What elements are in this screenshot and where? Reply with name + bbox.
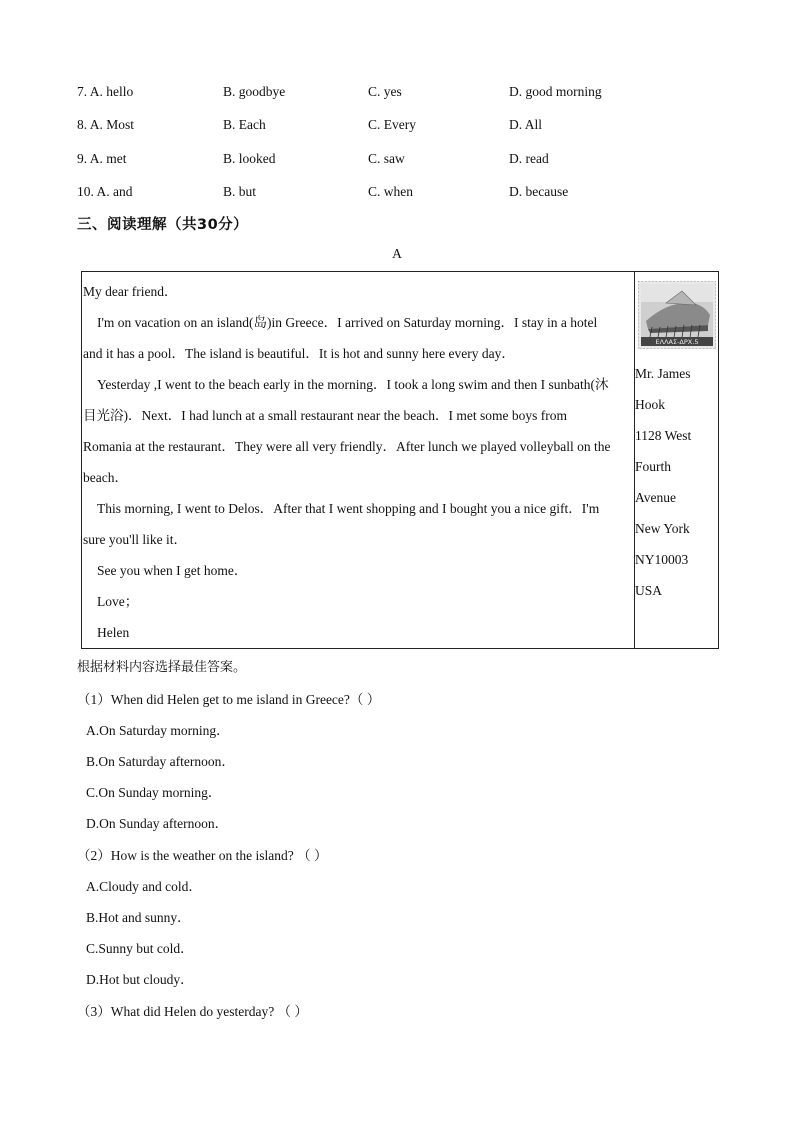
postcard xyxy=(81,271,719,649)
address-line: Mr. James xyxy=(635,366,691,381)
address-line: 1128 West xyxy=(635,428,692,443)
option-d: D. read xyxy=(509,151,549,166)
greek-stamp-icon xyxy=(638,281,716,349)
option-d: D. good morning xyxy=(509,84,602,99)
letter-closing: See you when I get home． xyxy=(97,563,248,578)
question-2-option-d: D.Hot but cloudy． xyxy=(86,972,194,987)
option-a: 7. A. hello xyxy=(77,84,134,99)
option-c: C. saw xyxy=(368,151,405,166)
option-b: B. looked xyxy=(223,151,276,166)
passage-label: A xyxy=(392,246,402,261)
question-3: （3）What did Helen do yesterday? （ ） xyxy=(77,1004,308,1019)
letter-body xyxy=(83,276,632,648)
letter-line: I'm on vacation on an island(岛)in Greece．I arrived on Saturday morning．I stay in a hotel xyxy=(97,315,598,330)
letter-line: 目光浴)．Next．I had lunch at a small restaurant near the beach．I met some boys from xyxy=(83,408,567,423)
option-c: C. Every xyxy=(368,117,416,132)
address-line: USA xyxy=(635,583,663,598)
address-line: Avenue xyxy=(635,490,676,505)
letter-line: and it has a pool．The island is beautiful．It is hot and sunny here every day． xyxy=(83,346,515,361)
option-a: 9. A. met xyxy=(77,151,127,166)
letter-greeting: My dear friend． xyxy=(83,284,178,299)
letter-line: This morning, I went to Delos．After that I went shopping and I bought you a nice gift．I'm xyxy=(97,501,600,516)
address-line: New York xyxy=(635,521,690,536)
option-d: D. because xyxy=(509,184,569,199)
question-1: （1）When did Helen get to me island in Greece?（ ） xyxy=(77,692,381,707)
question-1-option-b: B.On Saturday afternoon． xyxy=(86,754,235,769)
question-1-option-a: A.On Saturday morning． xyxy=(86,723,230,738)
question-2-option-b: B.Hot and sunny． xyxy=(86,910,191,925)
option-c: C. yes xyxy=(368,84,402,99)
letter-line: Romania at the restaurant．They were all very friendly．After lunch we played volleyball on the xyxy=(83,439,611,454)
option-b: B. but xyxy=(223,184,257,199)
question-2: （2）How is the weather on the island? （ ） xyxy=(77,848,328,863)
address-line: Fourth xyxy=(635,459,672,474)
option-a: 10. A. and xyxy=(77,184,133,199)
question-2-option-a: A.Cloudy and cold． xyxy=(86,879,202,894)
question-1-option-c: C.On Sunday morning． xyxy=(86,785,222,800)
option-c: C. when xyxy=(368,184,413,199)
letter-line: sure you'll like it． xyxy=(83,532,188,547)
option-a: 8. A. Most xyxy=(77,117,135,132)
stamp-text: ΕΛΛΑΣ-ΔΡΧ.5 xyxy=(655,338,699,346)
letter-line: beach． xyxy=(83,470,128,485)
option-b: B. Each xyxy=(223,117,266,132)
address-block xyxy=(635,358,719,606)
option-d: D. All xyxy=(509,117,543,132)
letter-line: Yesterday ,I went to the beach early in the morning．I took a long swim and then I sunbath(沐 xyxy=(97,377,609,392)
instruction-text: 根据材料内容选择最佳答案。 xyxy=(77,660,247,675)
address-line: Hook xyxy=(635,397,665,412)
address-line: NY10003 xyxy=(635,552,689,567)
option-b: B. goodbye xyxy=(223,84,286,99)
letter-signoff: Love； xyxy=(97,594,139,609)
question-1-option-d: D.On Sunday afternoon． xyxy=(86,816,229,831)
letter-signature: Helen xyxy=(97,625,130,640)
question-2-option-c: C.Sunny but cold． xyxy=(86,941,194,956)
section-title: 三、阅读理解（共30分） xyxy=(77,217,249,233)
